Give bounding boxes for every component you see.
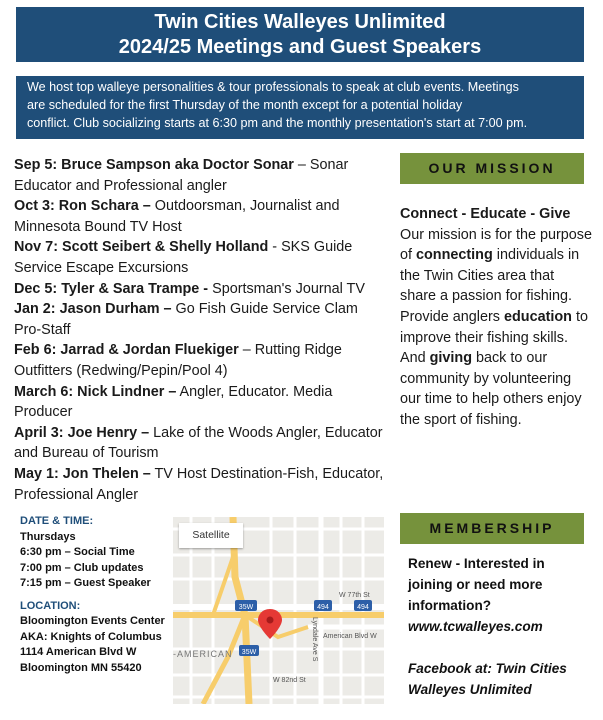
schedule-entry [14, 279, 389, 300]
mission-text-run: Provide anglers [400, 308, 504, 325]
header-title: Twin Cities Walleyes Unlimited [154, 11, 446, 33]
location-line: Bloomington MN 55420 [20, 661, 142, 674]
mission-emphasis: education [504, 308, 572, 325]
schedule-description: Go Fish Guide Service Clam Pro-Staff [14, 301, 358, 338]
intro-line: We host top walleye personalities & tour professionals to speak at club events. Meetings [27, 80, 519, 94]
schedule-date-speaker: Nov 7: Scott Seibert & Shelly Holland [14, 239, 269, 256]
schedule-entry [14, 196, 389, 237]
facebook-link[interactable]: Facebook at: Twin Cities Walleyes Unlimited [408, 661, 567, 697]
mission-text-run: Our mission is for the purpose of [400, 226, 592, 264]
location-map[interactable] [173, 517, 384, 704]
schedule-date-speaker: Dec 5: Tyler & Sara Trampe - [14, 280, 209, 297]
mission-emphasis: connecting [416, 247, 493, 264]
mission-paragraph [400, 307, 592, 348]
schedule-date-speaker: March 6: Nick Lindner – [14, 383, 177, 400]
schedule-entry [14, 155, 389, 196]
shield-label: 35W [241, 649, 257, 656]
mission-heading: OUR MISSION [400, 153, 584, 184]
street-label: W 82nd St [273, 677, 306, 684]
intro-box [16, 76, 584, 139]
mission-emphasis: giving [429, 350, 472, 367]
schedule-description: TV Host Destination-Fish, Educator, Professional Angler [14, 465, 384, 503]
mission-paragraph [400, 225, 592, 307]
event-info [20, 514, 175, 676]
satellite-button[interactable]: Satellite [179, 523, 243, 548]
street-label: Lyndale Ave S [311, 617, 318, 662]
location-line: AKA: Knights of Columbus [20, 630, 162, 643]
schedule-date-speaker: Feb 6: Jarrad & Jordan Fluekiger [14, 342, 239, 359]
spacer [20, 592, 175, 599]
street-label: W 77th St [339, 592, 370, 599]
location-line: Bloomington Events Center [20, 615, 165, 627]
membership-heading: MEMBERSHIP [400, 513, 584, 544]
datetime-time: 6:30 pm – Social Time [20, 546, 135, 558]
mission-text-run: to improve their fishing skills. [400, 308, 588, 346]
schedule-description: - SKS Guide Service Escape Excursions [14, 239, 353, 276]
intro-line: are scheduled for the first Thursday of the month except for a potential holiday [27, 98, 463, 112]
mission-text-run: And [400, 350, 430, 367]
schedule-entry [14, 382, 389, 423]
schedule-entry [14, 340, 389, 381]
schedule-description: – Sonar Educator and Professional angler [14, 157, 349, 194]
schedule-entry [14, 464, 389, 505]
schedule-date-speaker: Sep 5: Bruce Sampson aka Doctor Sonar [14, 157, 294, 173]
schedule-date-speaker: May 1: Jon Thelen – [14, 465, 151, 482]
mission-text-run: back to our community by volunteering our time to help others enjoy the sport of fishing. [400, 350, 582, 428]
shield-label: 494 [317, 604, 329, 611]
header-subtitle: 2024/25 Meetings and Guest Speakers [118, 36, 482, 58]
shield-label: 35W [238, 604, 254, 611]
area-label: -AMERICAN [173, 649, 233, 659]
schedule-description: Angler, Educator. Media Producer [14, 383, 333, 421]
schedule-date-speaker: April 3: Joe Henry – [14, 424, 150, 441]
datetime-time: 7:15 pm – Guest Speaker [20, 577, 151, 589]
datetime-time: 7:00 pm – Club updates [20, 561, 144, 574]
mission-paragraph [400, 348, 592, 430]
website-link[interactable]: www.tcwalleyes.com [408, 619, 543, 634]
datetime-label: DATE & TIME: [20, 515, 94, 527]
street-label: American Blvd W [323, 633, 377, 640]
mission-headline: Connect - Educate - Give [400, 206, 571, 222]
speaker-schedule [14, 155, 389, 505]
intro-line: conflict. Club socializing starts at 6:30 pm and the monthly presentation's start at 7:00 pm. [27, 116, 528, 130]
datetime-day: Thursdays [20, 530, 76, 543]
spacer [408, 637, 593, 658]
mission-text [400, 204, 592, 431]
membership-text [408, 553, 593, 700]
mission-text-run: individuals in the Twin Cities area that share a passion for fishing. [400, 247, 580, 305]
schedule-description: Lake of the Woods Angler, Educator and Bureau of Tourism [14, 424, 383, 462]
map-pin-icon[interactable] [258, 609, 282, 639]
schedule-entry [14, 299, 389, 340]
membership-renew: Renew - Interested in joining or need more information? [408, 556, 545, 613]
schedule-description: Outdoorsman, Journalist and Minnesota Bound TV Host [14, 198, 340, 235]
schedule-date-speaker: Oct 3: Ron Schara – [14, 198, 151, 215]
location-line: 1114 American Blvd W [20, 646, 137, 658]
schedule-entry [14, 237, 389, 278]
schedule-date-speaker: Jan 2: Jason Durham – [14, 301, 172, 318]
location-label: LOCATION: [20, 599, 81, 612]
schedule-description: Sportsman's Journal TV [208, 280, 365, 297]
schedule-description: – Rutting Ridge Outfitters (Redwing/Pepin/Pool 4) [14, 342, 342, 379]
shield-label: 494 [357, 604, 369, 611]
page-header [16, 7, 584, 62]
schedule-entry [14, 423, 389, 464]
